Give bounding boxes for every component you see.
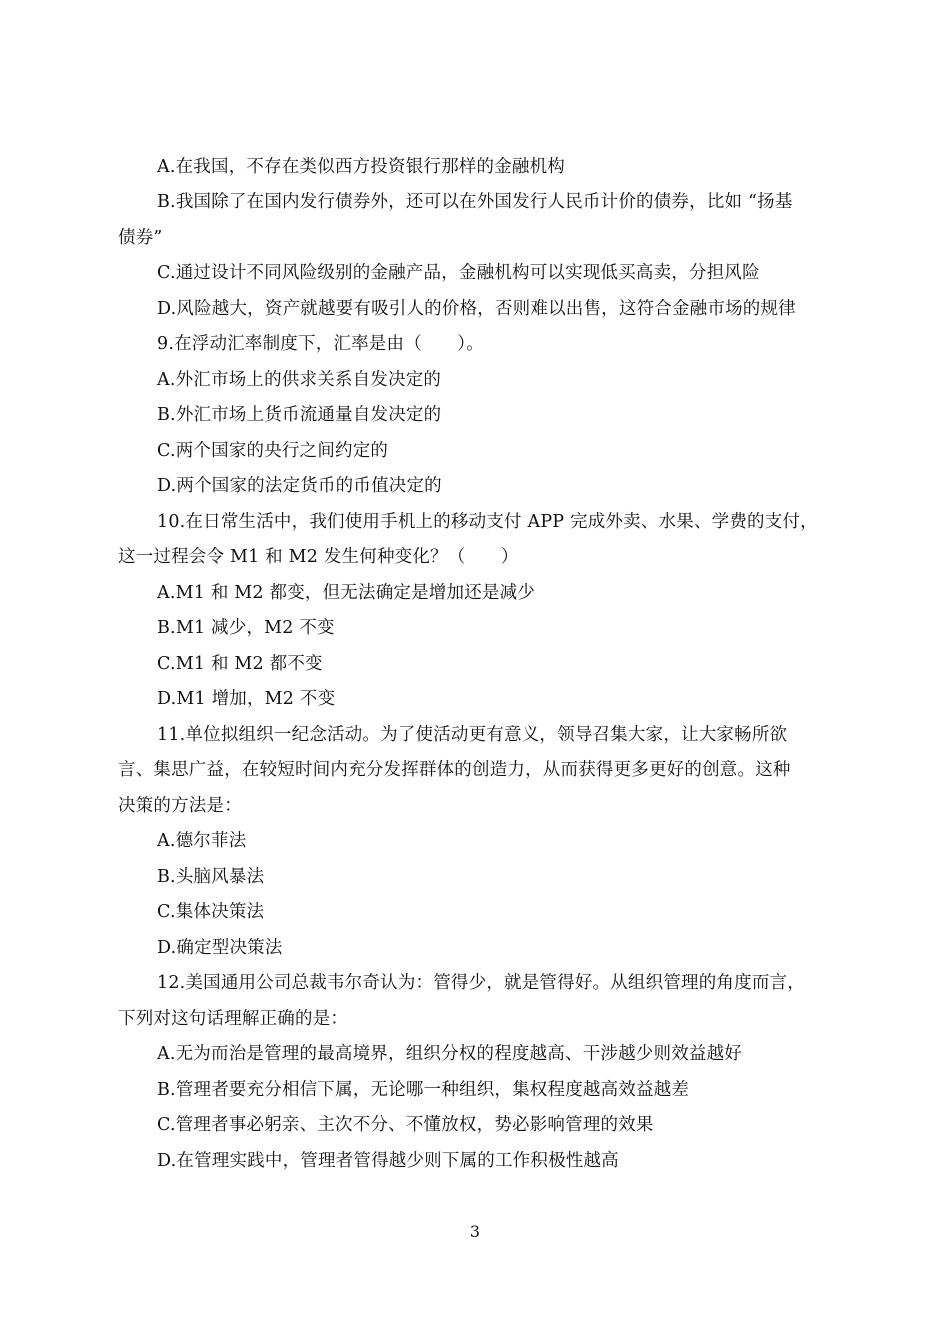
question-11-line1: 11.单位拟组织一纪念活动。为了使活动更有意义，领导召集大家，让大家畅所欲 [157,725,788,745]
q12-option-c: C.管理者事必躬亲、主次不分、不懂放权，势必影响管理的效果 [157,1115,654,1135]
question-12-line1: 12.美国通用公司总裁韦尔奇认为：管得少，就是管得好。从组织管理的角度而言， [157,973,805,993]
q10-option-b: B.M1 减少，M2 不变 [157,618,335,638]
question-11-line2: 言、集思广益，在较短时间内充分发挥群体的创造力，从而获得更多更好的创意。这种 [118,760,791,780]
q8-option-c: C.通过设计不同风险级别的金融产品，金融机构可以实现低买高卖，分担风险 [157,263,760,283]
q11-option-b: B.头脑风暴法 [157,867,265,887]
q12-option-b: B.管理者要充分相信下属，无论哪一种组织，集权程度越高效益越差 [157,1080,690,1100]
q8-option-a: A.在我国，不存在类似西方投资银行那样的金融机构 [157,157,565,177]
question-11-line3: 决策的方法是： [118,796,242,816]
q8-option-b-line2: 债券” [118,228,163,248]
page-number: 3 [469,1222,481,1241]
q12-option-d: D.在管理实践中，管理者管得越少则下属的工作积极性越高 [157,1151,619,1171]
q11-option-a: A.德尔菲法 [157,831,247,851]
q9-option-c: C.两个国家的央行之间约定的 [157,441,389,461]
q10-option-c: C.M1 和 M2 都不变 [157,654,323,674]
q11-option-d: D.确定型决策法 [157,938,283,958]
q9-option-b: B.外汇市场上货币流通量自发决定的 [157,405,442,425]
question-12-line2: 下列对这句话理解正确的是： [118,1009,349,1029]
q9-option-d: D.两个国家的法定货币的币值决定的 [157,476,442,496]
question-10-line1: 10.在日常生活中，我们使用手机上的移动支付 APP 完成外卖、水果、学费的支付， [157,512,818,532]
q8-option-d: D.风险越大，资产就越要有吸引人的价格，否则难以出售，这符合金融市场的规律 [157,299,796,319]
q9-option-a: A.外汇市场上的供求关系自发决定的 [157,370,442,390]
q12-option-a: A.无为而治是管理的最高境界，组织分权的程度越高、干涉越少则效益越好 [157,1044,742,1064]
q10-option-a: A.M1 和 M2 都变，但无法确定是增加还是减少 [157,583,535,603]
q10-option-d: D.M1 增加，M2 不变 [157,689,336,709]
question-9: 9.在浮动汇率制度下，汇率是由（ ）。 [157,334,484,354]
q11-option-c: C.集体决策法 [157,902,265,922]
question-10-line2: 这一过程会令 M1 和 M2 发生何种变化？（ ） [118,547,519,567]
q8-option-b-line1: B.我国除了在国内发行债券外，还可以在外国发行人民币计价的债券，比如 “扬基 [157,192,793,212]
